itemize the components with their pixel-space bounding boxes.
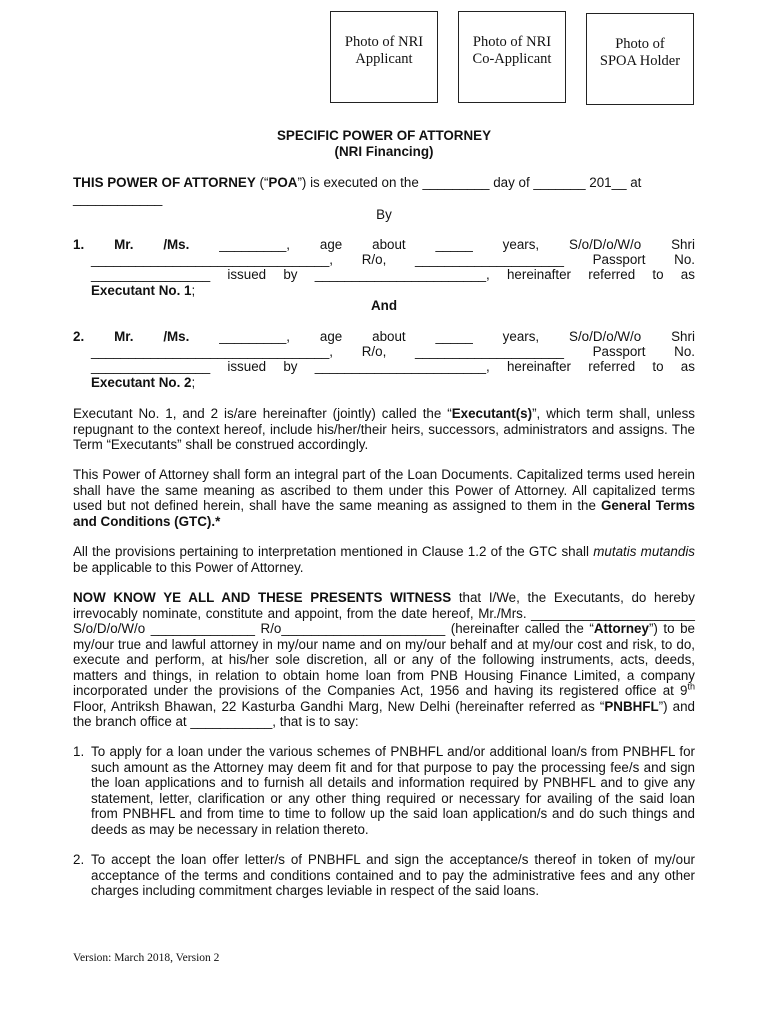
paragraph-interpretation <box>73 544 695 575</box>
word: S/o/D/o/W/o <box>569 329 642 344</box>
intro-quote: (“ <box>255 175 269 190</box>
executant-2-label-line <box>91 375 195 390</box>
word: as <box>680 267 695 282</box>
pnbhfl-term: PNBHFL <box>604 698 659 714</box>
photo-box-spoa-holder <box>586 13 694 105</box>
word: by <box>283 267 298 282</box>
photo-label-line2: Co-Applicant <box>472 51 552 67</box>
photo-box-applicant <box>330 11 438 103</box>
title-mr: Mr. <box>114 237 134 252</box>
word: referred <box>588 359 636 374</box>
executant-1-label-line <box>91 283 195 298</box>
semicolon: ; <box>191 375 196 390</box>
issuer-blank: _______________________, <box>314 267 490 282</box>
witness-heading: NOW KNOW YE ALL AND THESE PRESENTS WITNESS <box>73 590 452 605</box>
title-ms: /Ms. <box>163 329 190 344</box>
word: Shri <box>671 329 695 344</box>
passport-blank: ________________ <box>91 267 211 282</box>
text: ”) to be my/our true and lawful attorney in my/our name and on my/our behalf and at my/our cost and risk, to do, execute and perform, at his/her sole discretion, all or any of the following instruments, acts, deeds, matters and things, in relation to obtain home loan from PNB Housing Finance Limited, a company incorporated under the provisions of the Companies Act, 1956 and having its registered office at 9 <box>73 621 696 698</box>
word: age <box>319 237 343 252</box>
text: ”) and the branch office at ___________, that is to say: <box>73 698 695 729</box>
photo-box-co-applicant <box>458 11 566 103</box>
semicolon: ; <box>191 283 196 298</box>
address-blank: ____________________ <box>414 252 564 267</box>
word: to <box>652 267 664 282</box>
word: referred <box>588 267 636 282</box>
gtc-term: General Terms and Conditions (GTC).* <box>73 498 695 529</box>
passport-blank: ________________ <box>91 359 211 374</box>
photo-label-line1: Photo of NRI <box>472 34 552 50</box>
word: age <box>319 329 343 344</box>
word: S/o/D/o/W/o <box>569 237 642 252</box>
name-blank: ________________________________, <box>91 252 334 267</box>
executant-2-num: 2. <box>73 329 85 344</box>
photo-label-line2: SPOA Holder <box>599 53 681 69</box>
address-blank: ____________________ <box>414 344 564 359</box>
text: Executant No. 1, and 2 is/are hereinafter (jointly) called the “ <box>73 406 452 421</box>
word: R/o, <box>361 344 387 359</box>
word: issued <box>227 267 267 282</box>
text: All the provisions pertaining to interpretation mentioned in Clause 1.2 of the GTC shall <box>73 544 594 559</box>
paragraph-appointment <box>73 590 695 730</box>
intro-poa: POA <box>268 175 298 190</box>
list-item-number: 1. <box>73 744 85 759</box>
name-blank: ________________________________, <box>91 344 334 359</box>
list-item-text: To accept the loan offer letter/s of PNBHFL and sign the acceptance/s thereof in token of my/our acceptance of the terms and conditions contained and to pay the administrative fees and any other charges including commitment charges leviable in respect of the said loans. <box>91 852 695 898</box>
intro-bold: THIS POWER OF ATTORNEY <box>73 175 256 190</box>
version-footer: Version: March 2018, Version 2 <box>73 952 220 964</box>
word: years, <box>502 237 540 252</box>
age-blank: _____ <box>435 329 473 344</box>
photo-label-line1: Photo of <box>615 36 665 52</box>
word: Passport <box>592 252 646 267</box>
by-label: By <box>376 207 392 222</box>
name-blank: _________, <box>219 237 290 252</box>
attorney-term: Attorney <box>593 621 649 636</box>
executant-2-row1 <box>73 329 695 345</box>
list-item-number: 2. <box>73 852 85 867</box>
executant-2-row3 <box>91 359 695 375</box>
text: be applicable to this Power of Attorney. <box>73 559 304 575</box>
word: R/o, <box>361 252 387 267</box>
word: hereinafter <box>506 267 572 282</box>
text: This Power of Attorney shall form an integral part of the Loan Documents. Capitalized terms used herein shall have the same meaning as ascribed to them under this Power of Attorney. All capitalized terms used but not defined herein, shall have the same meaning as assigned to them in the <box>73 467 695 513</box>
text: that I/We, the Executants, do hereby irrevocably nominate, constitute and appoint, from the date hereof, Mr./Mrs. ______________________ S/o/D/o/W/o ______________ R/o______________________ (hereinafter called the “ <box>73 590 695 636</box>
issuer-blank: _______________________, <box>314 359 490 374</box>
intro-line <box>73 175 695 190</box>
word: No. <box>674 252 695 267</box>
executant-1-row2 <box>91 252 695 268</box>
paragraph-integral-part <box>73 467 695 529</box>
executant-2-label: Executant No. 2 <box>91 375 192 390</box>
word: Passport <box>592 344 646 359</box>
word: to <box>652 359 664 374</box>
executant-2-row2 <box>91 344 695 360</box>
paragraph-executants-definition <box>73 406 695 453</box>
executant-1-label: Executant No. 1 <box>91 283 192 298</box>
intro-blank: ____________ <box>73 191 163 206</box>
word: about <box>372 237 406 252</box>
word: as <box>680 359 695 374</box>
text: Floor, Antriksh Bhawan, 22 Kasturba Gandhi Marg, New Delhi (hereinafter referred as “ <box>73 698 605 714</box>
title-mr: Mr. <box>114 329 134 344</box>
document-title: SPECIFIC POWER OF ATTORNEY <box>276 128 491 143</box>
superscript: th <box>687 681 695 692</box>
document-subtitle: (NRI Financing) <box>334 144 434 159</box>
word: about <box>372 329 406 344</box>
executant-1-num: 1. <box>73 237 85 252</box>
title-ms: /Ms. <box>163 237 190 252</box>
executant-1-row1 <box>73 237 695 253</box>
name-blank: _________, <box>219 329 290 344</box>
word: Shri <box>671 237 695 252</box>
executant-1-row3 <box>91 267 695 283</box>
photo-label-line2: Applicant <box>355 51 413 67</box>
and-label: And <box>370 298 398 313</box>
age-blank: _____ <box>435 237 473 252</box>
word: years, <box>502 329 540 344</box>
latin-term: mutatis mutandis <box>593 544 695 559</box>
word: by <box>283 359 298 374</box>
word: hereinafter <box>506 359 572 374</box>
text: ”, which term shall, unless repugnant to the context hereof, include his/her/their heirs, successors, administrators and assigns. The Term “Executants” shall be construed accordingly. <box>73 406 695 452</box>
word: No. <box>674 344 695 359</box>
executants-term: Executant(s) <box>451 406 533 421</box>
intro-rest: ”) is executed on the _________ day of _______ 201__ at <box>297 175 642 190</box>
list-item-text: To apply for a loan under the various schemes of PNBHFL and/or additional loan/s from PNBHFL for such amount as the Attorney may deem fit and for that purpose to pay the processing fee/s and sign the loan applications and to furnish all details and information required by PNBHFL and to give any statement, letter, clarification or any other thing required or necessary for availing of the said loan from PNBHFL and from time to time to follow up the said loan application/s and do such things and deeds as may be necessary in relation thereto. <box>91 744 695 837</box>
word: issued <box>227 359 267 374</box>
photo-label-line1: Photo of NRI <box>344 34 424 50</box>
